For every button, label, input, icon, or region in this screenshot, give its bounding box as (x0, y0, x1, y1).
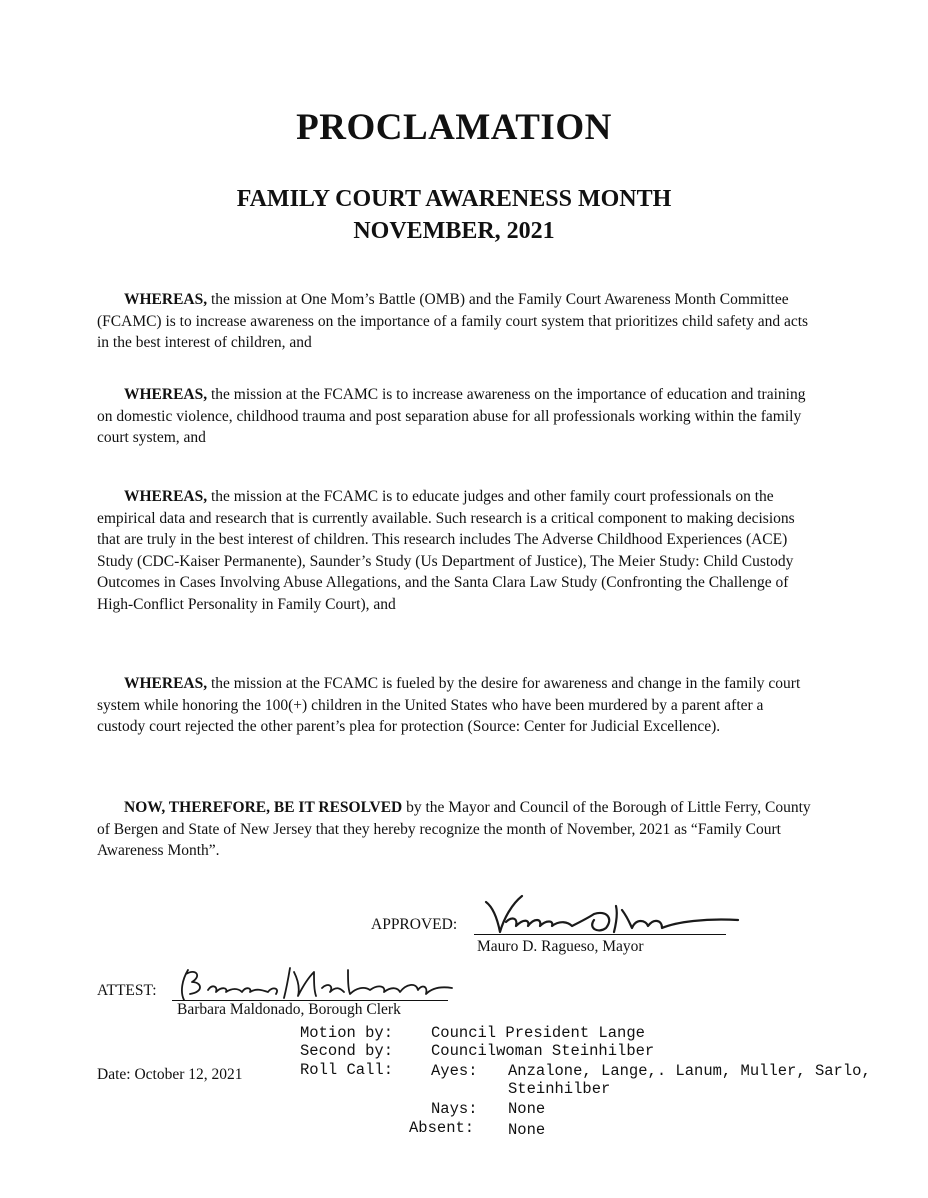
resolution-date: Date: October 12, 2021 (97, 1066, 243, 1083)
motion-label: Motion by: (300, 1024, 394, 1042)
whereas-paragraph-2 (97, 384, 812, 449)
approved-label: APPROVED: (371, 916, 458, 933)
mayor-name: Mauro D. Ragueso, Mayor (477, 938, 644, 955)
paragraph-text: the mission at One Mom’s Battle (OMB) and the Family Court Awareness Month Committee (FCAMC) is to increase awareness on the importance of a family court system that prioritizes child safety and acts in the best interest of children, and (97, 291, 809, 352)
ayes-value: Anzalone, Lange,. Lanum, Muller, Sarlo, (508, 1062, 871, 1080)
absent-value: None (508, 1121, 546, 1139)
resolution-paragraph (97, 797, 812, 862)
clerk-name: Barbara Maldonado, Borough Clerk (177, 1001, 401, 1018)
document-title: PROCLAMATION (296, 107, 612, 148)
ayes-label: Ayes: (431, 1062, 478, 1080)
mayor-signature-line (474, 934, 726, 935)
paragraph-text: the mission at the FCAMC is fueled by the desire for awareness and change in the family court system while honoring the 100(+) children in the United States who have been murdered by a parent after a custody court rejected the other parent’s plea for protection (Source: Center for Judicial Excellence). (97, 675, 801, 736)
document-date-heading: NOVEMBER, 2021 (353, 218, 555, 244)
motion-value: Council President Lange (431, 1024, 645, 1042)
paragraph-lead: WHEREAS, (124, 675, 208, 692)
whereas-paragraph-4 (97, 673, 812, 738)
ayes-value-continued: Steinhilber (508, 1080, 611, 1098)
paragraph-lead: WHEREAS, (124, 386, 208, 403)
second-value: Councilwoman Steinhilber (431, 1042, 655, 1060)
nays-label: Nays: (431, 1100, 478, 1118)
document-subtitle: FAMILY COURT AWARENESS MONTH (236, 186, 672, 212)
absent-label: Absent: (409, 1119, 475, 1137)
attest-label: ATTEST: (97, 982, 157, 999)
paragraph-lead: NOW, THEREFORE, BE IT RESOLVED (124, 799, 403, 816)
second-label: Second by: (300, 1042, 394, 1060)
whereas-paragraph-3 (97, 486, 812, 616)
rollcall-label: Roll Call: (300, 1061, 394, 1079)
paragraph-text: by the Mayor and Council of the Borough of Little Ferry, County of Bergen and State of New Jersey that they hereby recognize the month of November, 2021 as “Family Court Awareness Month”. (97, 799, 811, 860)
nays-value: None (508, 1100, 546, 1118)
whereas-paragraph-1 (97, 289, 812, 354)
paragraph-lead: WHEREAS, (124, 291, 208, 308)
paragraph-text: the mission at the FCAMC is to educate judges and other family court professionals on the empirical data and research that is currently available. Such research is a critical component to making decisions that are truly in the best interest of children. This research includes The Adverse Childhood Experiences (ACE) Study (CDC-Kaiser Permanente), Saunder’s Study (Us Department of Justice), The Meier Study: Child Custody Outcomes in Cases Involving Abuse Allegations, and the Santa Clara Law Study (Confronting the Challenge of High-Conflict Personality in Family Court), and (97, 488, 795, 613)
paragraph-text: the mission at the FCAMC is to increase awareness on the importance of education and training on domestic violence, childhood trauma and post separation abuse for all professionals working within the family court system, and (97, 386, 806, 447)
paragraph-lead: WHEREAS, (124, 488, 208, 505)
